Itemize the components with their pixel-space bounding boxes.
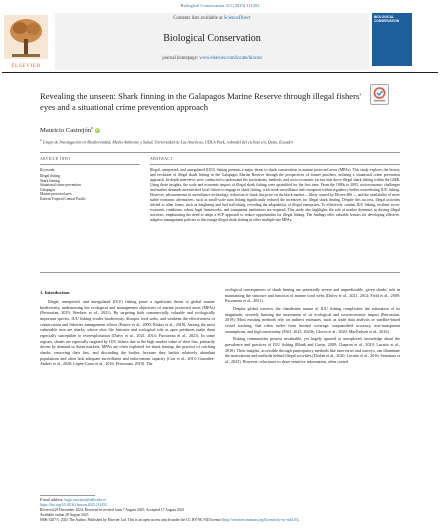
keyword-item: Situational crime prevention [40, 183, 81, 187]
contents-prefix: Contents lists available at [173, 16, 224, 21]
abstract-end-rule [40, 272, 400, 273]
article-info-heading: ARTICLE INFO [40, 157, 71, 161]
keywords-heading: Keywords: [40, 168, 56, 172]
journal-homepage-link[interactable]: www.elsevier.com/locate/biocon [199, 56, 262, 61]
body-paragraph: Fishing communities possess invaluable, yet largely ignored or unexplored, knowledge about the prevalence and practices of IUU fishing (Blank and Gavin, 2009; Chapron et al., 2019; Lucatto et al., 2016). Their insights, accessible through participatory methods like interviews and surveys, can illuminate the motivations and methods behind illegal activities (Dorlan et al., 2020; Lucatto et al., 2016; Seminara et al., 2023). However, reluctance to share sensitive information, often rooted [225, 336, 400, 364]
affiliation-text: Grupo de Investigación en Biodiversidad, Medio Ambiente y Salud, Universidad de Las Américas, UDLA Park, redondel del ciclista s/n, Quito, Ecuador [42, 139, 294, 145]
check-for-updates-icon[interactable] [370, 84, 389, 105]
author-affiliation-marker: a [91, 125, 93, 130]
section-heading-introduction: 1. Introduction [40, 290, 70, 295]
title-rule [40, 152, 400, 153]
article-footer [40, 498, 400, 523]
keyword-item: Galapagos [40, 187, 56, 192]
homepage-line [55, 56, 369, 61]
body-paragraph: Illegal, unreported, and unregulated (IUU) fishing poses a significant threat to global marine biodiversity, undermining the ecological and management objectives of marine protected areas (MPAs) (Petrossian, 2019; Weekers et al., 2021). By targeting both commercially valuable and ecologically important species, IUU fishing erodes biodiversity, disrupts food webs, and weakens the effectiveness of conservation and fisheries management efforts (Pauwe et al., 2009; Riskas et al., 2018). Among the most vulnerable taxa are sharks, whose slow life histories and ecological role as apex predators make them especially susceptible to overexploitation (Dulvy et al., 2021, 2014; Pacoureau et al., 2021). In some regions, sharks are especially targeted by IUU fishers due to the high market value of their fins, primarily driven by demand in Asian markets. MPAs are often exploited for shark finning, the practice of catching sharks, removing their fins, and discarding the bodies, because they harbor relatively abundant populations and often lack adequate surveillance and enforcement capacity (Carr et al., 2013; González-Andrés et al., 2020; López-Garro et al., 2016; Petrossian, 2019). The [40, 299, 215, 367]
affiliation [40, 138, 400, 145]
keyword-item: Shark finning [40, 178, 60, 183]
author-email-link[interactable]: hugo.castrejon@udla.edu.ec [64, 498, 107, 502]
publisher-name: ELSEVIER [11, 63, 41, 69]
body-column-right [225, 287, 400, 367]
contents-line [55, 16, 369, 21]
license-suffix: ). [297, 517, 300, 522]
homepage-prefix: journal homepage: [162, 56, 200, 61]
license-link[interactable]: http://creativecommons.org/licenses/by-nc-nd/4.0/ [222, 517, 298, 522]
email-label: E-mail address: [40, 498, 65, 502]
article-title: Revealing the unseen: Shark finning in the Galapagos Marine Reserve through illegal fishers' eyes and a situational crime prevention approach [40, 91, 361, 112]
journal-title: Biological Conservation [163, 33, 261, 44]
orcid-icon[interactable]: iD [95, 128, 99, 133]
license-text: 0006-3207/© 2025 The Author. Published by Elsevier Ltd. This is an open access article under the CC BY-NC-ND license ( [40, 517, 223, 522]
affiliation-marker: a [40, 138, 42, 142]
abstract-heading: ABSTRACT [150, 157, 174, 161]
header-rule [2, 72, 438, 73]
abstract-text: Illegal, unreported, and unregulated (IUU) fishing presents a major threat to shark conservation in marine protected areas (MPAs). This study explores the history and evolution of illegal shark fishing in the Galapagos Marine Reserve through the perspectives of former poachers, utilizing a situational crime prevention approach. In-depth interviews were conducted to understand the motivations, methods, and socio-economic factors that drove illegal shark fishing within the GMR. Using these insights, the scale and economic impact of illegal shark fishing were quantified for the first time. From the 1980s to 2005, socioeconomic challenges and market demands incentivized local fishers to engage in shark fishing, with weak surveillance and corruption within regulatory bodies exacerbating IUU fishing. However, advancements in surveillance technology, reduction of shark fins price on the black market— likely caused by Decree 486 — and the availability of more stable economic alternatives, such as small-scale tuna fishing significantly reduced the incentives for illegal shark finning. Despite this success, illegal activities shifted to other forms, such as longlining and fuel trafficking, revealing the adaptability of illegal enterprises. To effectively combat IUU fishing, resilient socio-economic conditions, robust legal frameworks, and transparent institutions are required. This study also highlights the role of market dynamics in driving illegal activities, emphasizing the need to adopt a SCP approach to reduce opportunities for illegal fishing. The findings offer valuable lessons for developing effective, adaptive management policies to discourage illegal shark fishing in other multiple-use MPAs. [150, 168, 400, 222]
abstract-rule [150, 164, 400, 165]
sciencedirect-link[interactable]: ScienceDirect [223, 16, 251, 21]
license-line [40, 518, 400, 523]
footnote-rule [40, 495, 95, 496]
journal-reference[interactable]: Biological Conservation 311 (2025) 111452 [180, 3, 260, 8]
online-date: Available online 28 August 2025 [40, 512, 89, 517]
keywords-list [40, 174, 140, 201]
body-column-left [40, 299, 215, 369]
body-paragraph: Despite global concern, the clandestine nature of IUU fishing complicates the estimation of its magnitude, severely limiting the assessment of its ecological and socioeconomic impact (Petrossian, 2019). Most existing methods rely on indirect estimates, such as trade data analysis or satellite-based vessel tracking, that often suffer from limited coverage, unquantified accuracy, non-transparent assumptions, and high uncertainty (FAO, 2023, 2023b; Gloves et al., 2020; MacFadyen et al., 2016). [225, 305, 400, 334]
elsevier-tree-logo [2, 13, 50, 65]
cover-title: BIOLOGICAL CONSERVATION [374, 15, 400, 23]
author-line [40, 125, 100, 134]
body-paragraph: ecological consequences of shark finning are potentially severe and unpredictable, given sharks' role in maintaining the structure and function of marine food webs (Dulvy et al., 2021, 2014; Field et al., 2009; Pacoureau et al., 2021). [225, 287, 400, 304]
keyword-item: Marine protected area [40, 192, 72, 196]
dates-line: Received 29 December 2024; Received in revised form 7 August 2025; Accepted 17 August 2025 [40, 507, 185, 512]
keyword-item: Illegal fishing [40, 174, 61, 178]
keyword-item: Eastern Tropical Central Pacific [40, 196, 87, 201]
author-name[interactable]: Mauricio Castrejón [40, 127, 92, 135]
doi-link[interactable]: https://doi.org/10.1016/j.biocon.2025.111452 [40, 502, 107, 507]
article-info-rule [40, 164, 140, 165]
